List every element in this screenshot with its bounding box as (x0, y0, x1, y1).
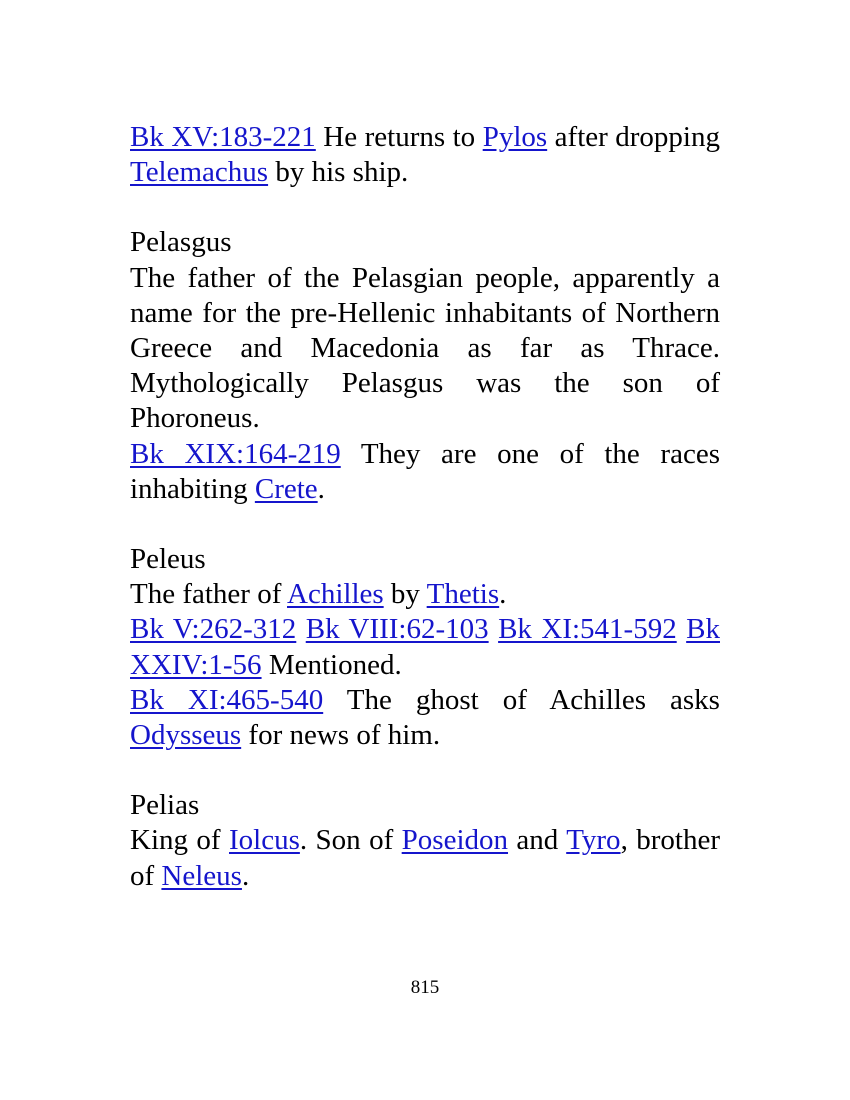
page-number: 815 (410, 977, 440, 998)
link-bk-xix[interactable]: Bk XIX:164-219 (130, 437, 341, 470)
peleus-heading: Peleus (130, 543, 206, 576)
spacer (130, 507, 720, 542)
pelasgus-heading: Pelasgus (130, 226, 232, 259)
link-bk-xxiv[interactable]: Bk XXIV:1-56 (130, 613, 720, 681)
link-telemachus[interactable]: Telemachus (130, 156, 269, 189)
link-bk-viii[interactable]: Bk VIII:62-103 (305, 613, 489, 646)
link-achilles[interactable]: Achilles (287, 578, 384, 611)
link-bk-xi-541[interactable]: Bk XI:541-592 (498, 613, 677, 646)
link-thetis[interactable]: Thetis (426, 578, 500, 611)
spacer (130, 190, 720, 225)
link-poseidon[interactable]: Poseidon (401, 824, 509, 857)
pelasgus-reference: Bk XIX:164-219 They are one of the races inhabiting Crete. (130, 437, 720, 505)
link-bk-xi-465[interactable]: Bk XI:465-540 (130, 683, 324, 716)
pelias-description: King of Iolcus. Son of Poseidon and Tyro, brother of Neleus. (130, 824, 720, 892)
link-bk-xv[interactable]: Bk XV:183-221 (130, 121, 316, 153)
spacer (130, 753, 720, 788)
peleus-description: The father of Achilles by Thetis. (130, 578, 507, 611)
link-iolcus[interactable]: Iolcus (229, 824, 300, 857)
link-crete[interactable]: Crete (254, 472, 318, 505)
link-tyro[interactable]: Tyro (566, 824, 621, 857)
intro-entry: Bk XV:183-221 He returns to Pylos after dropping Telemachus by his ship. (130, 121, 720, 189)
peleus-references: Bk V:262-312 Bk VIII:62-103 Bk XI:541-592 Bk XXIV:1-56 Mentioned. (130, 613, 720, 681)
link-neleus[interactable]: Neleus (161, 859, 242, 892)
link-bk-v[interactable]: Bk V:262-312 (130, 613, 297, 646)
index-content (130, 120, 720, 894)
link-pylos[interactable]: Pylos (482, 121, 548, 153)
link-odysseus[interactable]: Odysseus (130, 719, 242, 752)
pelasgus-description: The father of the Pelasgian people, apparently a name for the pre-Hellenic inhabitants of Northern Greece and Macedonia as far as Thrace. Mythologically Pelasgus was the son of Phoroneus. (130, 261, 720, 435)
peleus-ghost-reference: Bk XI:465-540 The ghost of Achilles asks Odysseus for news of him. (130, 683, 720, 752)
pelias-heading: Pelias (130, 789, 200, 822)
